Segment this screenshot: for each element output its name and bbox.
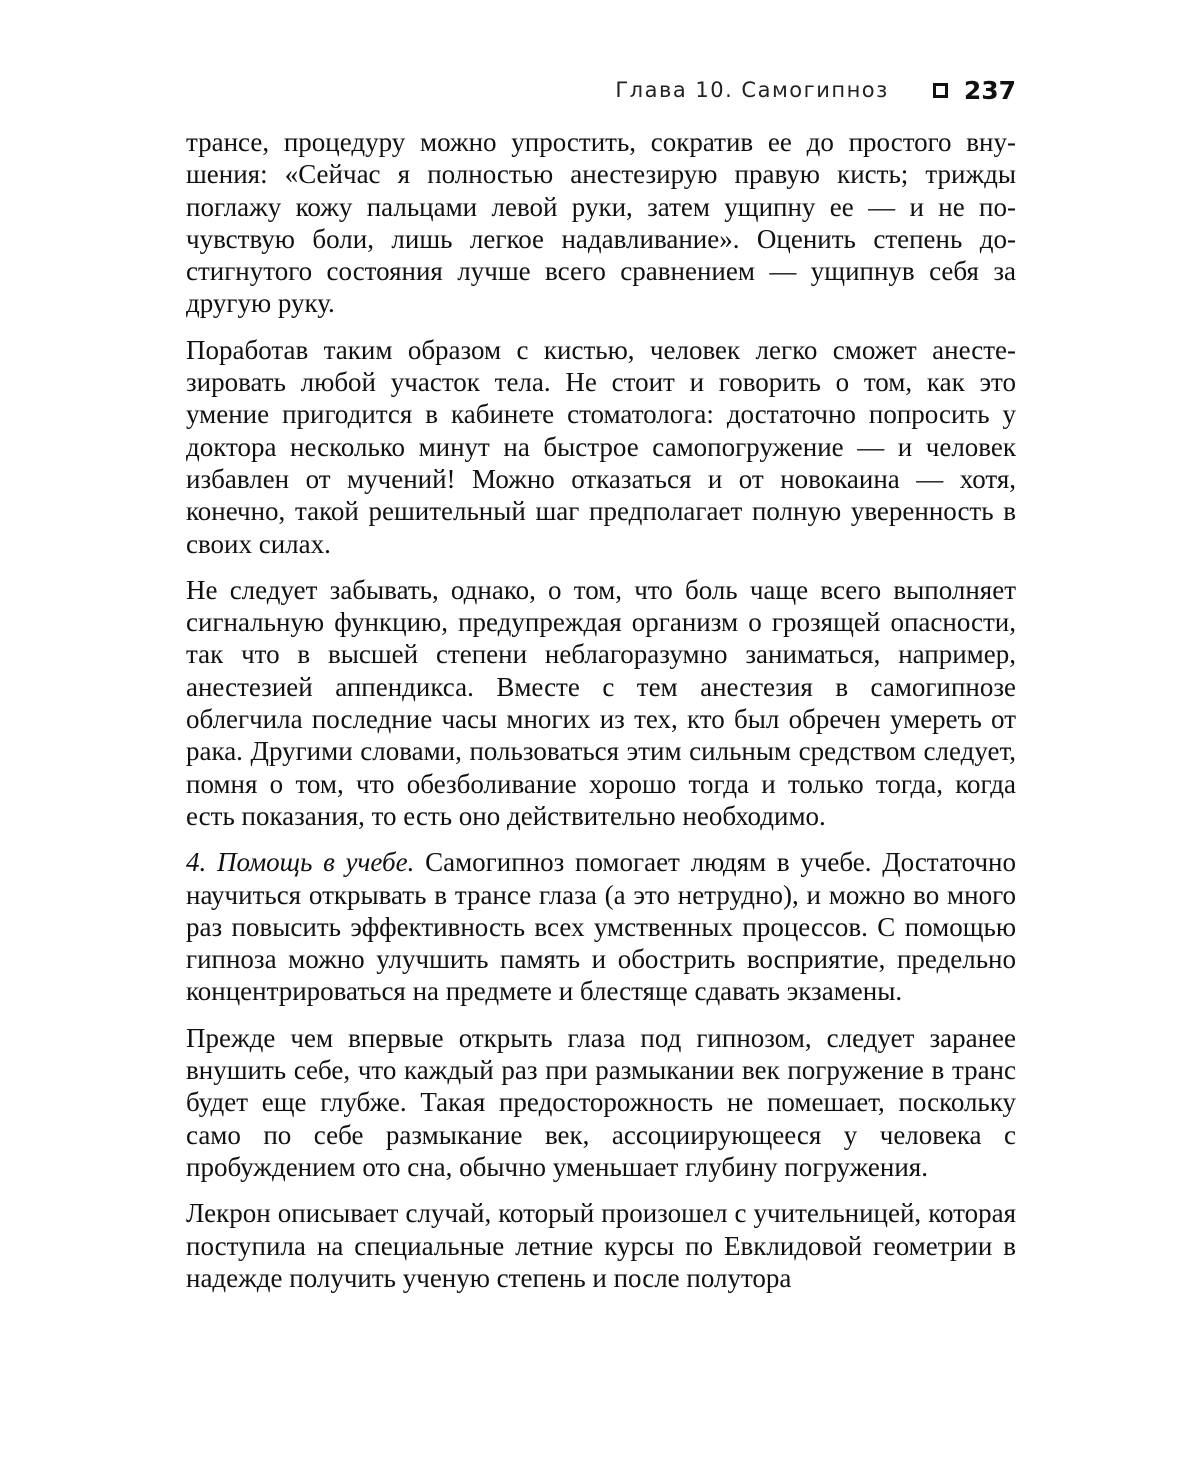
paragraph: трансе, процедуру можно упростить, сократив ее до простого вну­шения: «Сейчас я полностью анестезирую правую кисть; трижды поглажу кожу пальцами левой руки, затем ущипну ее — и не по­чувствую боли, лишь легкое надавливание». Оценить степень до­стигнутого состояния лучше всего сравнением — ущипнув себя за другую руку.	[186, 126, 1016, 320]
chapter-title: Глава 10. Самогипноз	[615, 78, 888, 102]
square-box-icon	[933, 83, 948, 98]
paragraph-text: Самогипноз помогает людям в учебе. Достаточно научиться открывать в трансе глаза (а это нетрудно), и можно во много раз повысить эффективность всех умственных процессов. С помощью гипноза можно улучшить память и обострить воспри­ятие, предельно концентрироваться на предмете и блестяще сда­вать экзамены.	[186, 847, 1016, 1006]
paragraph: Прежде чем впервые открыть глаза под гипнозом, следует заранее внушить себе, что каждый раз при размыкании век погружение в транс будет еще глубже. Такая предосторожность не помешает, поскольку само по себе размыкание век, ассоциирующееся у чело­века с пробуждением ото сна, обычно уменьшает глубину погру­жения.	[186, 1022, 1016, 1183]
section-run-in-heading: 4. Помощь в учебе.	[186, 847, 414, 877]
book-page	[0, 0, 1200, 1473]
paragraph: Лекрон описывает случай, который произошел с учительницей, которая поступила на специальные летние курсы по Евклидовой геометрии в надежде получить ученую степень и после полутора	[186, 1197, 1016, 1294]
body-text	[186, 126, 1016, 1294]
paragraph: Поработав таким образом с кистью, человек легко сможет анесте­зировать любой участок тела. Не стоит и говорить о том, как это умение пригодится в кабинете стоматолога: достаточно попро­сить у доктора несколько минут на быстрое самопогружение — и человек избавлен от мучений! Можно отказаться и от новокаи­на — хотя, конечно, такой решительный шаг предполагает пол­ную уверенность в своих силах.	[186, 334, 1016, 560]
paragraph-study-help	[186, 846, 1016, 1007]
paragraph: Не следует забывать, однако, о том, что боль чаще всего выпол­няет сигнальную функцию, предупреждая организм о грозящей опасности, так что в высшей степени неблагоразумно заниматься, например, анестезией аппендикса. Вместе с тем анестезия в само­гипнозе облегчила последние часы многих из тех, кто был обречен умереть от рака. Другими словами, пользоваться этим сильным средством следует, помня о том, что обезболивание хорошо тогда и только тогда, когда есть показания, то есть оно действительно необходимо.	[186, 574, 1016, 832]
page-number: 237	[964, 76, 1016, 105]
running-head	[186, 70, 1016, 110]
